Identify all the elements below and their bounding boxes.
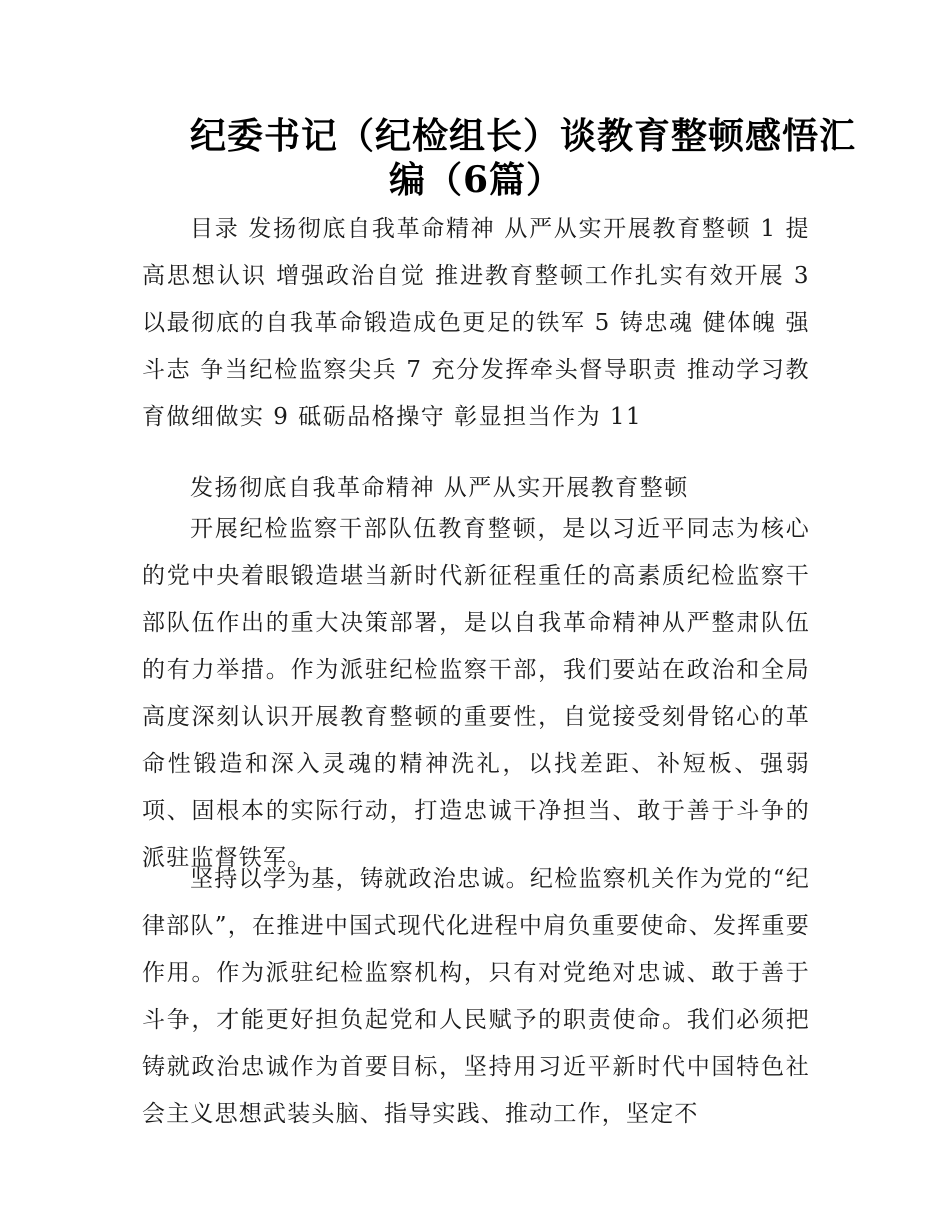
body-paragraph-1: 开展纪检监察干部队伍教育整顿，是以习近平同志为核心的党中央着眼锻造堪当新时代新征程重任的高素质纪检监察干部队伍作出的重大决策部署，是以自我革命精神从严整肃队伍的有力举措。作为派驻纪检监察干部，我们要站在政治和全局高度深刻认识开展教育整顿的重要性，自觉接受刻骨铭心的革命性锻造和深入灵魂的精神洗礼，以找差距、补短板、强弱项、固根本的实际行动，打造忠诚干净担当、敢于善于斗争的派驻监督铁军。: [142, 516, 810, 871]
section-heading: 发扬彻底自我革命精神 从严从实开展教育整顿: [190, 475, 689, 501]
document-title-line-2: 编（6篇）: [388, 159, 564, 201]
table-of-contents: 目录 发扬彻底自我革命精神 从严从实开展教育整顿 1 提高思想认识 增强政治自觉 推进教育整顿工作扎实有效开展 3 以最彻底的自我革命锻造成色更足的铁军 5 铸忠魂 健体魄 强斗志 争当纪检监察尖兵 7 充分发挥牵头督导职责 推动学习教育做细做实 9 砥砺品格操守 彰显担当作为 11: [142, 216, 810, 430]
body-paragraph-2: 坚持以学为基，铸就政治忠诚。纪检监察机关作为党的“纪律部队”，在推进中国式现代化进程中肩负重要使命、发挥重要作用。作为派驻纪检监察机构，只有对党绝对忠诚、敢于善于斗争，才能更好担负起党和人民赋予的职责使命。我们必须把铸就政治忠诚作为首要目标，坚持用习近平新时代中国特色社会主义思想武装头脑、指导实践、推动工作，坚定不: [142, 866, 810, 1127]
document-title-line-1: 纪委书记（纪检组长）谈教育整顿感悟汇: [190, 115, 857, 157]
